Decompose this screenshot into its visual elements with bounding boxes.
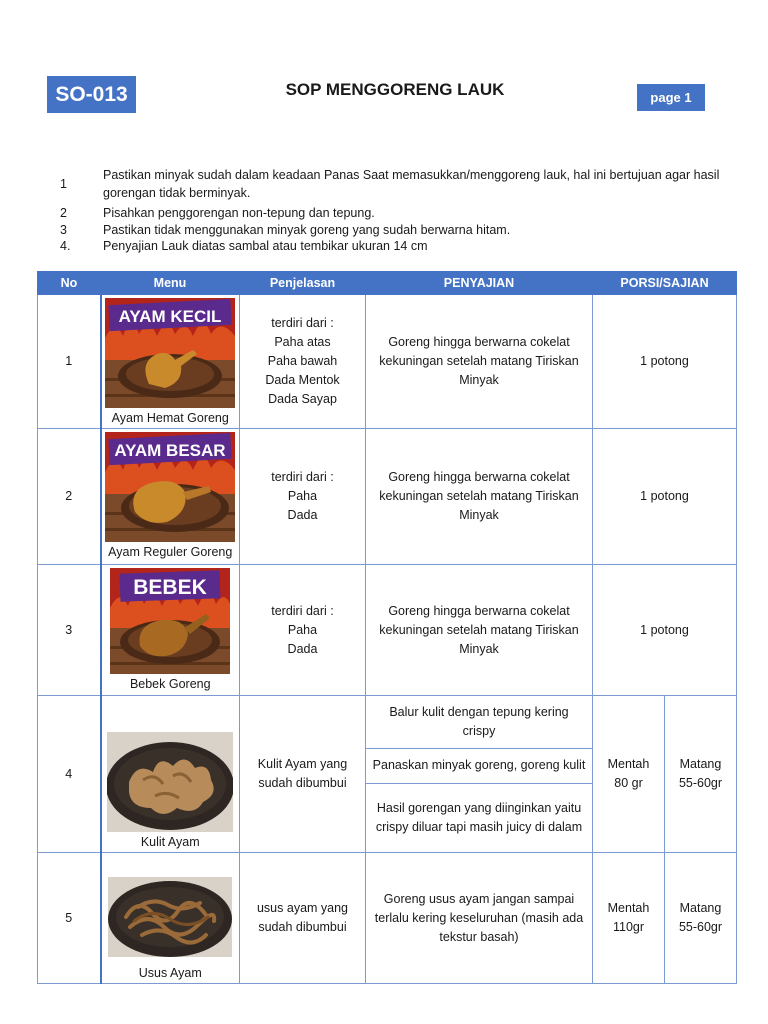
kulit-ayam-image	[107, 732, 233, 832]
penjelasan-line: terdiri dari :	[271, 470, 334, 484]
menu-caption: Ayam Hemat Goreng	[111, 411, 229, 425]
instruction-number: 1	[60, 177, 67, 191]
usus-ayam-image	[108, 877, 232, 957]
header-penyajian: PENYAJIAN	[366, 272, 593, 295]
instruction-text: Penyajian Lauk diatas sambal atau tembikar ukuran 14 cm	[103, 239, 428, 253]
instruction-text: Pastikan minyak sudah dalam keadaan Panas Saat memasukkan/menggoreng lauk, hal ini bertujuan agar hasil gorengan tidak berminyak.	[103, 168, 720, 200]
penjelasan-cell	[240, 295, 366, 429]
table-row	[38, 853, 737, 984]
menu-caption: Ayam Reguler Goreng	[108, 545, 233, 559]
instruction-text: Pisahkan penggorengan non-tepung dan tepung.	[103, 206, 375, 220]
penjelasan-cell	[240, 565, 366, 696]
ayam-kecil-image	[105, 298, 235, 408]
table-row	[38, 429, 737, 565]
table-row	[38, 295, 737, 429]
porsi-cell: 1 potong	[593, 429, 737, 565]
table-row	[38, 696, 737, 853]
menu-cell	[101, 853, 240, 984]
header-penjelasan: Penjelasan	[240, 272, 366, 295]
header-porsi: PORSI/SAJIAN	[593, 272, 737, 295]
svg-text:AYAM BESAR: AYAM BESAR	[114, 441, 226, 460]
svg-text:BEBEK: BEBEK	[133, 576, 208, 599]
porsi-cell: 1 potong	[593, 565, 737, 696]
instruction-item	[60, 204, 730, 222]
penjelasan-line: Dada Sayap	[268, 392, 337, 406]
bebek-image	[110, 568, 230, 674]
porsi-mentah-cell: Mentah 80 gr	[593, 696, 665, 853]
penyajian-cell: Goreng hingga berwarna cokelat kekuningan setelah matang Tiriskan Minyak	[366, 295, 593, 429]
penyajian-cell: Goreng usus ayam jangan sampai terlalu kering keseluruhan (masih ada tekstur basah)	[366, 853, 593, 984]
porsi-cell: 1 potong	[593, 295, 737, 429]
sop-table	[37, 271, 737, 984]
instruction-item	[60, 166, 730, 202]
row-number: 4	[38, 696, 101, 853]
row-number: 3	[38, 565, 101, 696]
instruction-list	[60, 166, 730, 254]
menu-caption: Usus Ayam	[138, 966, 202, 980]
document-code-badge: SO-013	[47, 76, 136, 113]
instruction-item	[60, 238, 730, 254]
penyajian-step: Balur kulit dengan tepung kering crispy	[366, 697, 592, 749]
menu-cell	[101, 565, 240, 696]
penjelasan-line: Dada	[287, 508, 318, 522]
penjelasan-line: terdiri dari :	[271, 316, 334, 330]
penjelasan-line: Paha bawah	[267, 354, 338, 368]
menu-cell	[101, 295, 240, 429]
instruction-item	[60, 222, 730, 238]
row-number: 5	[38, 853, 101, 984]
menu-caption: Bebek Goreng	[129, 677, 211, 691]
penyajian-step: Hasil gorengan yang diinginkan yaitu crispy diluar tapi masih juicy di dalam	[375, 800, 583, 834]
penjelasan-line: Paha	[287, 489, 318, 503]
page-title: SOP MENGGORENG LAUK	[285, 80, 505, 99]
penjelasan-cell	[240, 429, 366, 565]
penjelasan-line: terdiri dari :	[271, 603, 334, 618]
instruction-number: 3	[60, 223, 67, 237]
page-number-badge: page 1	[637, 84, 705, 111]
table-header-row	[38, 272, 737, 295]
penjelasan-line: Dada	[287, 641, 318, 656]
instruction-number: 2	[60, 206, 67, 220]
penjelasan-line: Paha atas	[274, 335, 331, 349]
porsi-mentah-cell: Mentah 110gr	[593, 853, 665, 984]
table-row	[38, 565, 737, 696]
penjelasan-line: Paha	[287, 622, 318, 637]
instruction-text: Pastikan tidak menggunakan minyak goreng yang sudah berwarna hitam.	[103, 223, 511, 237]
penyajian-cell	[366, 696, 593, 853]
porsi-matang-cell: Matang 55-60gr	[665, 853, 737, 984]
menu-cell	[101, 429, 240, 565]
penyajian-step: Panaskan minyak goreng, goreng kulit	[366, 749, 592, 784]
penjelasan-cell: Kulit Ayam yang sudah dibumbui	[240, 696, 366, 853]
menu-cell	[101, 696, 240, 853]
svg-text:AYAM KECIL: AYAM KECIL	[118, 307, 222, 326]
penjelasan-line: Dada Mentok	[265, 373, 340, 387]
instruction-number: 4.	[60, 239, 71, 253]
ayam-besar-image	[105, 432, 235, 542]
header-no: No	[38, 272, 101, 295]
porsi-matang-cell: Matang 55-60gr	[665, 696, 737, 853]
penyajian-cell: Goreng hingga berwarna cokelat kekuningan setelah matang Tiriskan Minyak	[366, 565, 593, 696]
row-number: 1	[38, 295, 101, 429]
penyajian-cell: Goreng hingga berwarna cokelat kekuningan setelah matang Tiriskan Minyak	[366, 429, 593, 565]
penjelasan-cell: usus ayam yang sudah dibumbui	[240, 853, 366, 984]
header-menu: Menu	[101, 272, 240, 295]
menu-caption: Kulit Ayam	[140, 835, 200, 849]
row-number: 2	[38, 429, 101, 565]
